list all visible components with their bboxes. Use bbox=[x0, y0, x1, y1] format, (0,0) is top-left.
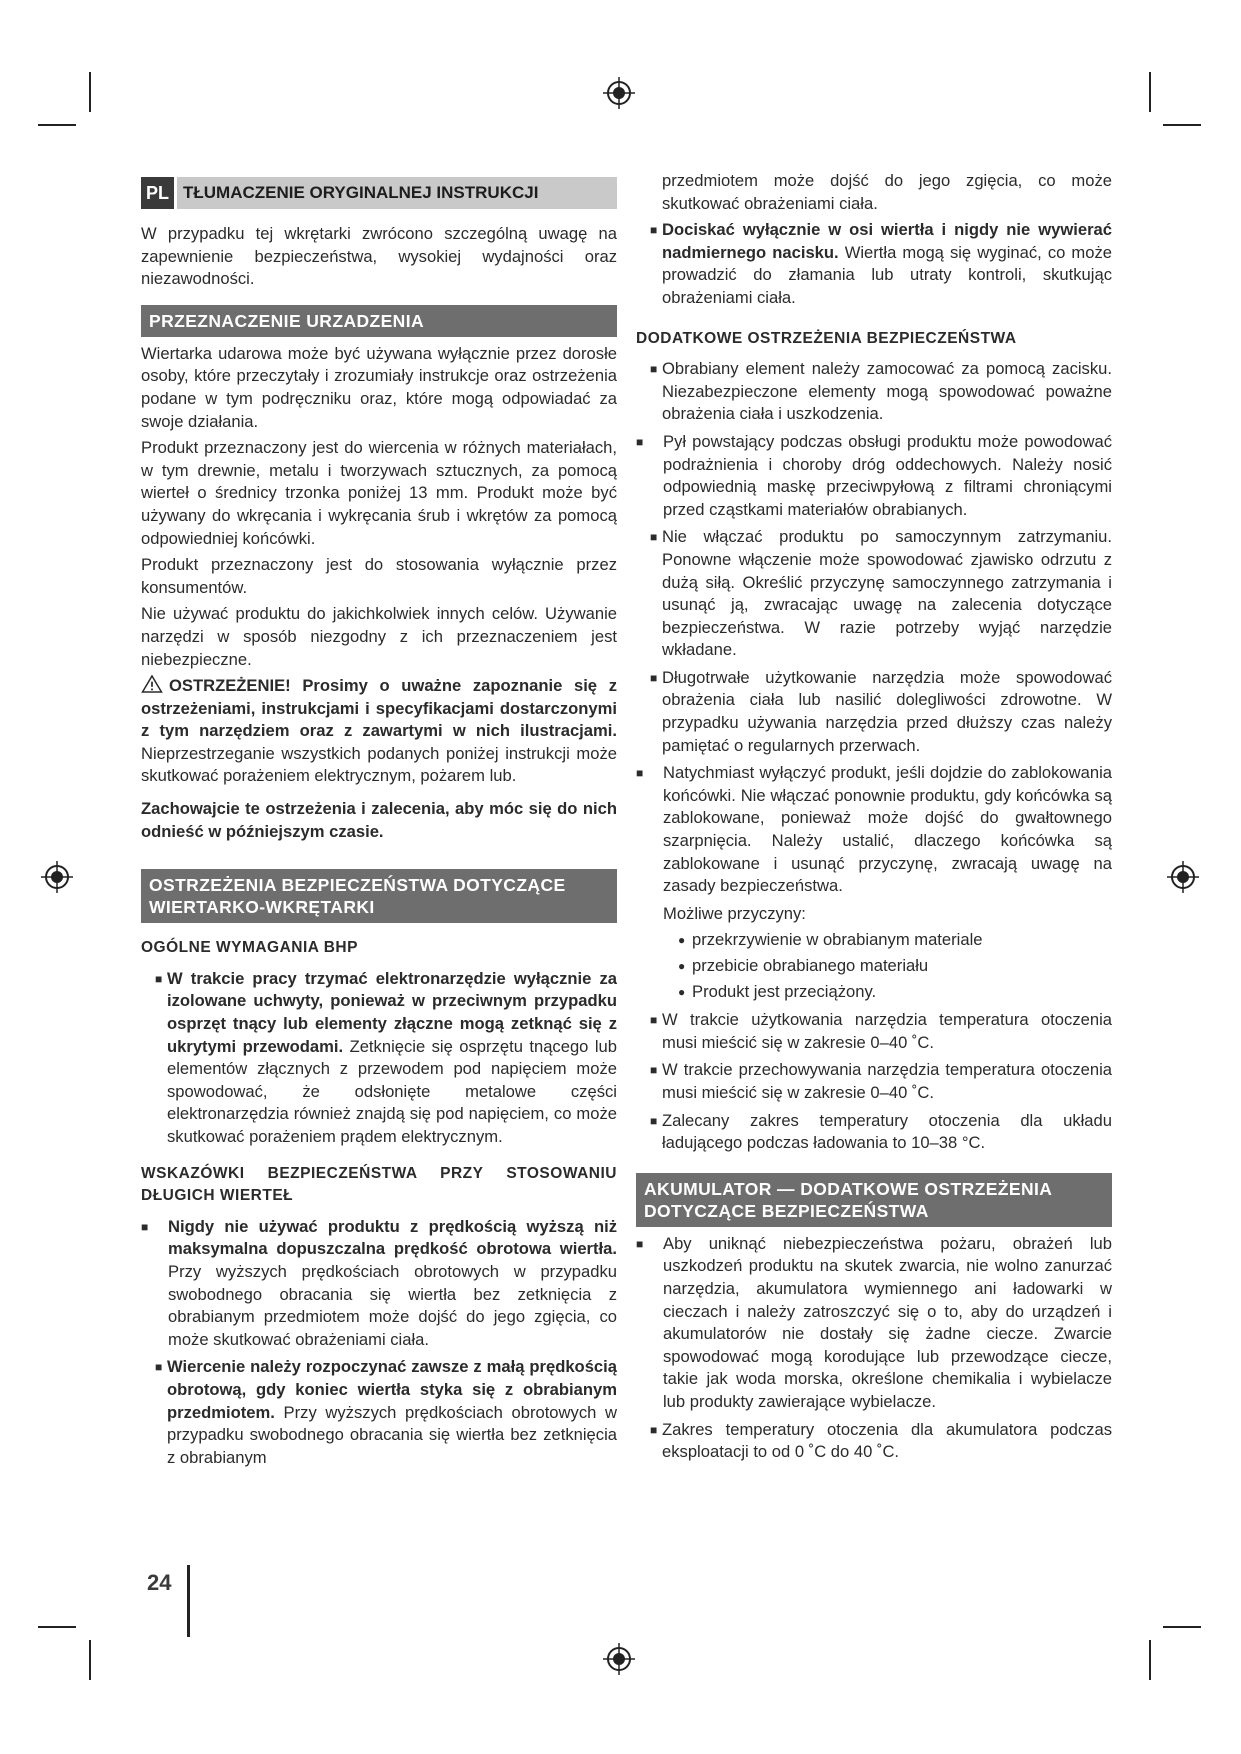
purpose-paragraph: Produkt przeznaczony jest do stosowania wyłącznie przez konsumentów. bbox=[141, 555, 617, 597]
additional-warnings-heading: DODATKOWE OSTRZEŻENIA BEZPIECZEŃSTWA bbox=[636, 329, 1017, 347]
list-item: ■ Długotrwałe użytkowanie narzędzia może spowodować obrażenia ciała lub nasilić dolegliwości zdrowotne. W przypadku używania narzędzia przed dłuższy czas należy pamiętać o regularnych przerwach. bbox=[636, 667, 1112, 757]
bullet-icon: ■ bbox=[650, 530, 658, 545]
crop-mark bbox=[89, 72, 91, 112]
list-item: ■ W trakcie przechowywania narzędzia temperatura otoczenia musi mieścić się w zakresie 0–40 ˚C. bbox=[636, 1059, 1112, 1104]
bullet-icon: ■ bbox=[650, 1113, 658, 1128]
page-number: 24 bbox=[147, 1570, 172, 1595]
cause-item: ● przebicie obrabianego materiału bbox=[636, 955, 1112, 978]
warning-paragraph bbox=[141, 675, 617, 788]
bullet-icon: ■ bbox=[636, 766, 644, 781]
bullet-icon: ■ bbox=[650, 1013, 658, 1028]
cause-item: ● Produkt jest przeciążony. bbox=[636, 981, 1112, 1004]
list-item: ■ Zakres temperatury otoczenia dla akumulatora podczas eksploatacji to od 0 ˚C do 40 ˚C. bbox=[636, 1419, 1112, 1464]
purpose-heading: PRZEZNACZENIE URZADZENIA bbox=[141, 305, 617, 337]
list-item: ■ Wiercenie należy rozpoczynać zawsze z małą prędkością obrotową, gdy koniec wiertła styka się z obrabianym przedmiotem. Przy wyższych prędkościach obrotowych w przypadku swobodnego obracania się wiertła bez zetknięcia z obrabianym bbox=[141, 1356, 617, 1469]
list-item: ■ Aby uniknąć niebezpieczeństwa pożaru, obrażeń lub uszkodzeń produktu na skutek zwarcia, nie wolno zanurzać narzędzia, akumulatora wymiennego ani ładowarki w cieczach i należy zatroszczyć się o to, aby do urządzeń i akumulatorów nie dostały się żadne ciecze. Zwarcie spowodować mogą korodujące lub przewodzące ciecze, takie jak woda morska, określone chemikalia i wybielacze lub produkty zawierające wybielacze. bbox=[636, 1233, 1112, 1414]
bullet-icon: ■ bbox=[636, 1236, 644, 1251]
purpose-paragraph: Wiertarka udarowa może być używana wyłącznie przez dorosłe osoby, które przeczytały i zrozumiały instrukcje oraz ostrzeżenia podane w tym podręczniku oraz, które mogą odpowiadać za swoje działania. bbox=[141, 343, 617, 431]
bullet-icon: ■ bbox=[650, 223, 658, 238]
causes-label: Możliwe przyczyny: bbox=[663, 903, 806, 923]
bullet-icon: ■ bbox=[650, 1422, 658, 1437]
keep-instructions: Zachowajcie te ostrzeżenia i zalecenia, aby móc się do nich odnieść w późniejszym czasie. bbox=[141, 799, 617, 841]
list-item: ■ W trakcie użytkowania narzędzia temperatura otoczenia musi mieścić się w zakresie 0–40 ˚C. bbox=[636, 1009, 1112, 1054]
crop-mark bbox=[1163, 124, 1201, 126]
general-requirements-heading: OGÓLNE WYMAGANIA BHP bbox=[141, 939, 358, 957]
continued-paragraph: przedmiotem może dojść do jego zgięcia, co może skutkować obrażeniami ciała. bbox=[662, 171, 1112, 213]
battery-heading-line: DOTYCZĄCE BEZPIECZEŃSTWA bbox=[644, 1200, 929, 1221]
dot-bullet-icon: ● bbox=[678, 984, 686, 999]
crop-mark bbox=[38, 124, 76, 126]
crop-mark bbox=[1163, 1626, 1201, 1628]
left-column bbox=[141, 177, 617, 1474]
battery-heading bbox=[636, 1173, 1112, 1227]
list-item: ■ Zalecany zakres temperatury otoczenia dla układu ładującego podczas ładowania to 10–38 °C. bbox=[636, 1110, 1112, 1155]
list-item: ■ Nigdy nie używać produktu z prędkością wyższą niż maksymalna dopuszczalna prędkość obrotowa wiertła. Przy wyższych prędkościach obrotowych w przypadku swobodnego obracania się wiertła bez zetknięcia z obrabianym przedmiotem może dojść do jego zgięcia, co może skutkować obrażeniami ciała. bbox=[141, 1216, 617, 1352]
bullet-icon: ■ bbox=[636, 434, 644, 449]
bullet-icon: ■ bbox=[141, 1219, 149, 1234]
right-column bbox=[636, 170, 1112, 1469]
safety-heading-line: WIERTARKO-WKRĘTARKI bbox=[149, 897, 375, 918]
bullet-icon: ■ bbox=[155, 1360, 163, 1375]
safety-heading bbox=[141, 869, 617, 923]
list-item: ■ Obrabiany element należy zamocować za pomocą zacisku. Niezabezpieczone elementy mogą spowodować poważne obrażenia ciała i uszkodzenia. bbox=[636, 358, 1112, 426]
document-title: TŁUMACZENIE ORYGINALNEJ INSTRUKCJI bbox=[177, 177, 617, 209]
crop-mark bbox=[1149, 1640, 1151, 1680]
registration-mark-icon bbox=[1166, 860, 1200, 894]
list-item: ■ Pył powstający podczas obsługi produktu może powodować podrażnienia i choroby dróg oddechowych. Należy nosić odpowiednią maskę przeciwpyłową z filtrami chroniącymi przed cząstkami materiałów obrabianych. bbox=[636, 431, 1112, 521]
long-bits-heading: WSKAZÓWKI BEZPIECZEŃSTWA PRZY STOSOWANIU DŁUGICH WIERTEŁ bbox=[141, 1164, 617, 1205]
crop-mark bbox=[89, 1640, 91, 1680]
warning-triangle-icon bbox=[141, 675, 163, 693]
warning-bold-text: OSTRZEŻENIE! Prosimy o uważne zapoznanie się z ostrzeżeniami, instrukcjami i specyfikacjami dostarczonymi z tym narzędziem oraz z zawartymi w nich ilustracjami. bbox=[141, 676, 617, 741]
page-number-divider bbox=[187, 1565, 190, 1637]
bullet-icon: ■ bbox=[650, 362, 658, 377]
list-item: ■ Dociskać wyłącznie w osi wiertła i nigdy nie wywierać nadmiernego nacisku. Wiertła mogą się wyginać, co może prowadzić do złamania lub utraty kontroli, skutkując obrażeniami ciała. bbox=[636, 219, 1112, 309]
bullet-icon: ■ bbox=[650, 670, 658, 685]
document-heading bbox=[141, 177, 617, 209]
purpose-paragraph: Nie używać produktu do jakichkolwiek innych celów. Używanie narzędzi w sposób niezgodny z ich przeznaczeniem jest niebezpieczne. bbox=[141, 604, 617, 669]
cause-item: ● przekrzywienie w obrabianym materiale bbox=[636, 929, 1112, 952]
crop-mark bbox=[1149, 72, 1151, 112]
registration-mark-icon bbox=[602, 1642, 636, 1676]
registration-mark-icon bbox=[602, 76, 636, 110]
list-item: ■ Nie włączać produktu po samoczynnym zatrzymaniu. Ponowne włączenie może spowodować zjawisko odrzutu z dużą siłą. Określić przyczynę samoczynnego zatrzymania i usunąć ją, zwracając uwagę na zalecenia dotyczące bezpieczeństwa. W razie potrzeby wyjąć narzędzie wkładane. bbox=[636, 526, 1112, 662]
intro-paragraph: W przypadku tej wkrętarki zwrócono szczególną uwagę na zapewnienie bezpieczeństwa, wysokiej wydajności oraz niezawodności. bbox=[141, 224, 617, 289]
bullet-icon: ■ bbox=[650, 1063, 658, 1078]
warning-text: Nieprzestrzeganie wszystkich podanych poniżej instrukcji może skutkować porażeniem elektrycznym, pożarem lub. bbox=[141, 743, 617, 786]
language-badge: PL bbox=[141, 177, 174, 209]
safety-heading-line: OSTRZEŻENIA BEZPIECZEŃSTWA DOTYCZĄCE bbox=[149, 875, 566, 896]
dot-bullet-icon: ● bbox=[678, 959, 686, 973]
list-item: ■ Natychmiast wyłączyć produkt, jeśli dojdzie do zablokowania końcówki. Nie włączać ponownie produktu, gdy końcówka są zablokowane, ponieważ może dojść do gwałtownego szarpnięcia. Należy ustalić, dlaczego końcówka są zablokowane i usunąć przyczynę, zwracają uwagę na zasady bezpieczeństwa. bbox=[636, 762, 1112, 898]
bullet-icon: ■ bbox=[155, 971, 163, 986]
battery-heading-line: AKUMULATOR — DODATKOWE OSTRZEŻENIA bbox=[644, 1178, 1053, 1199]
purpose-paragraph: Produkt przeznaczony jest do wiercenia w różnych materiałach, w tym drewnie, metalu i tworzywach sztucznych, za pomocą wierteł o średnicy trzonka poniżej 13 mm. Produkt może być używany do wkręcania i wykręcania śrub i wkrętów za pomocą odpowiedniej końcówki. bbox=[141, 438, 617, 548]
registration-mark-icon bbox=[40, 860, 74, 894]
dot-bullet-icon: ● bbox=[678, 933, 686, 948]
crop-mark bbox=[38, 1626, 76, 1628]
list-item: ■ W trakcie pracy trzymać elektronarzędzie wyłącznie za izolowane uchwyty, ponieważ w przeciwnym przypadku osprzęt tnący lub elementy złączne mogą zetknąć się z ukrytymi przewodami. Zetknięcie się osprzętu tnącego lub elementów złącznych z przewodem pod napięciem może spowodować, że odsłonięte metalowe części elektronarzędzia również znajdą się pod napięciem, co może skutkować porażeniem prądem elektrycznym. bbox=[141, 968, 617, 1149]
